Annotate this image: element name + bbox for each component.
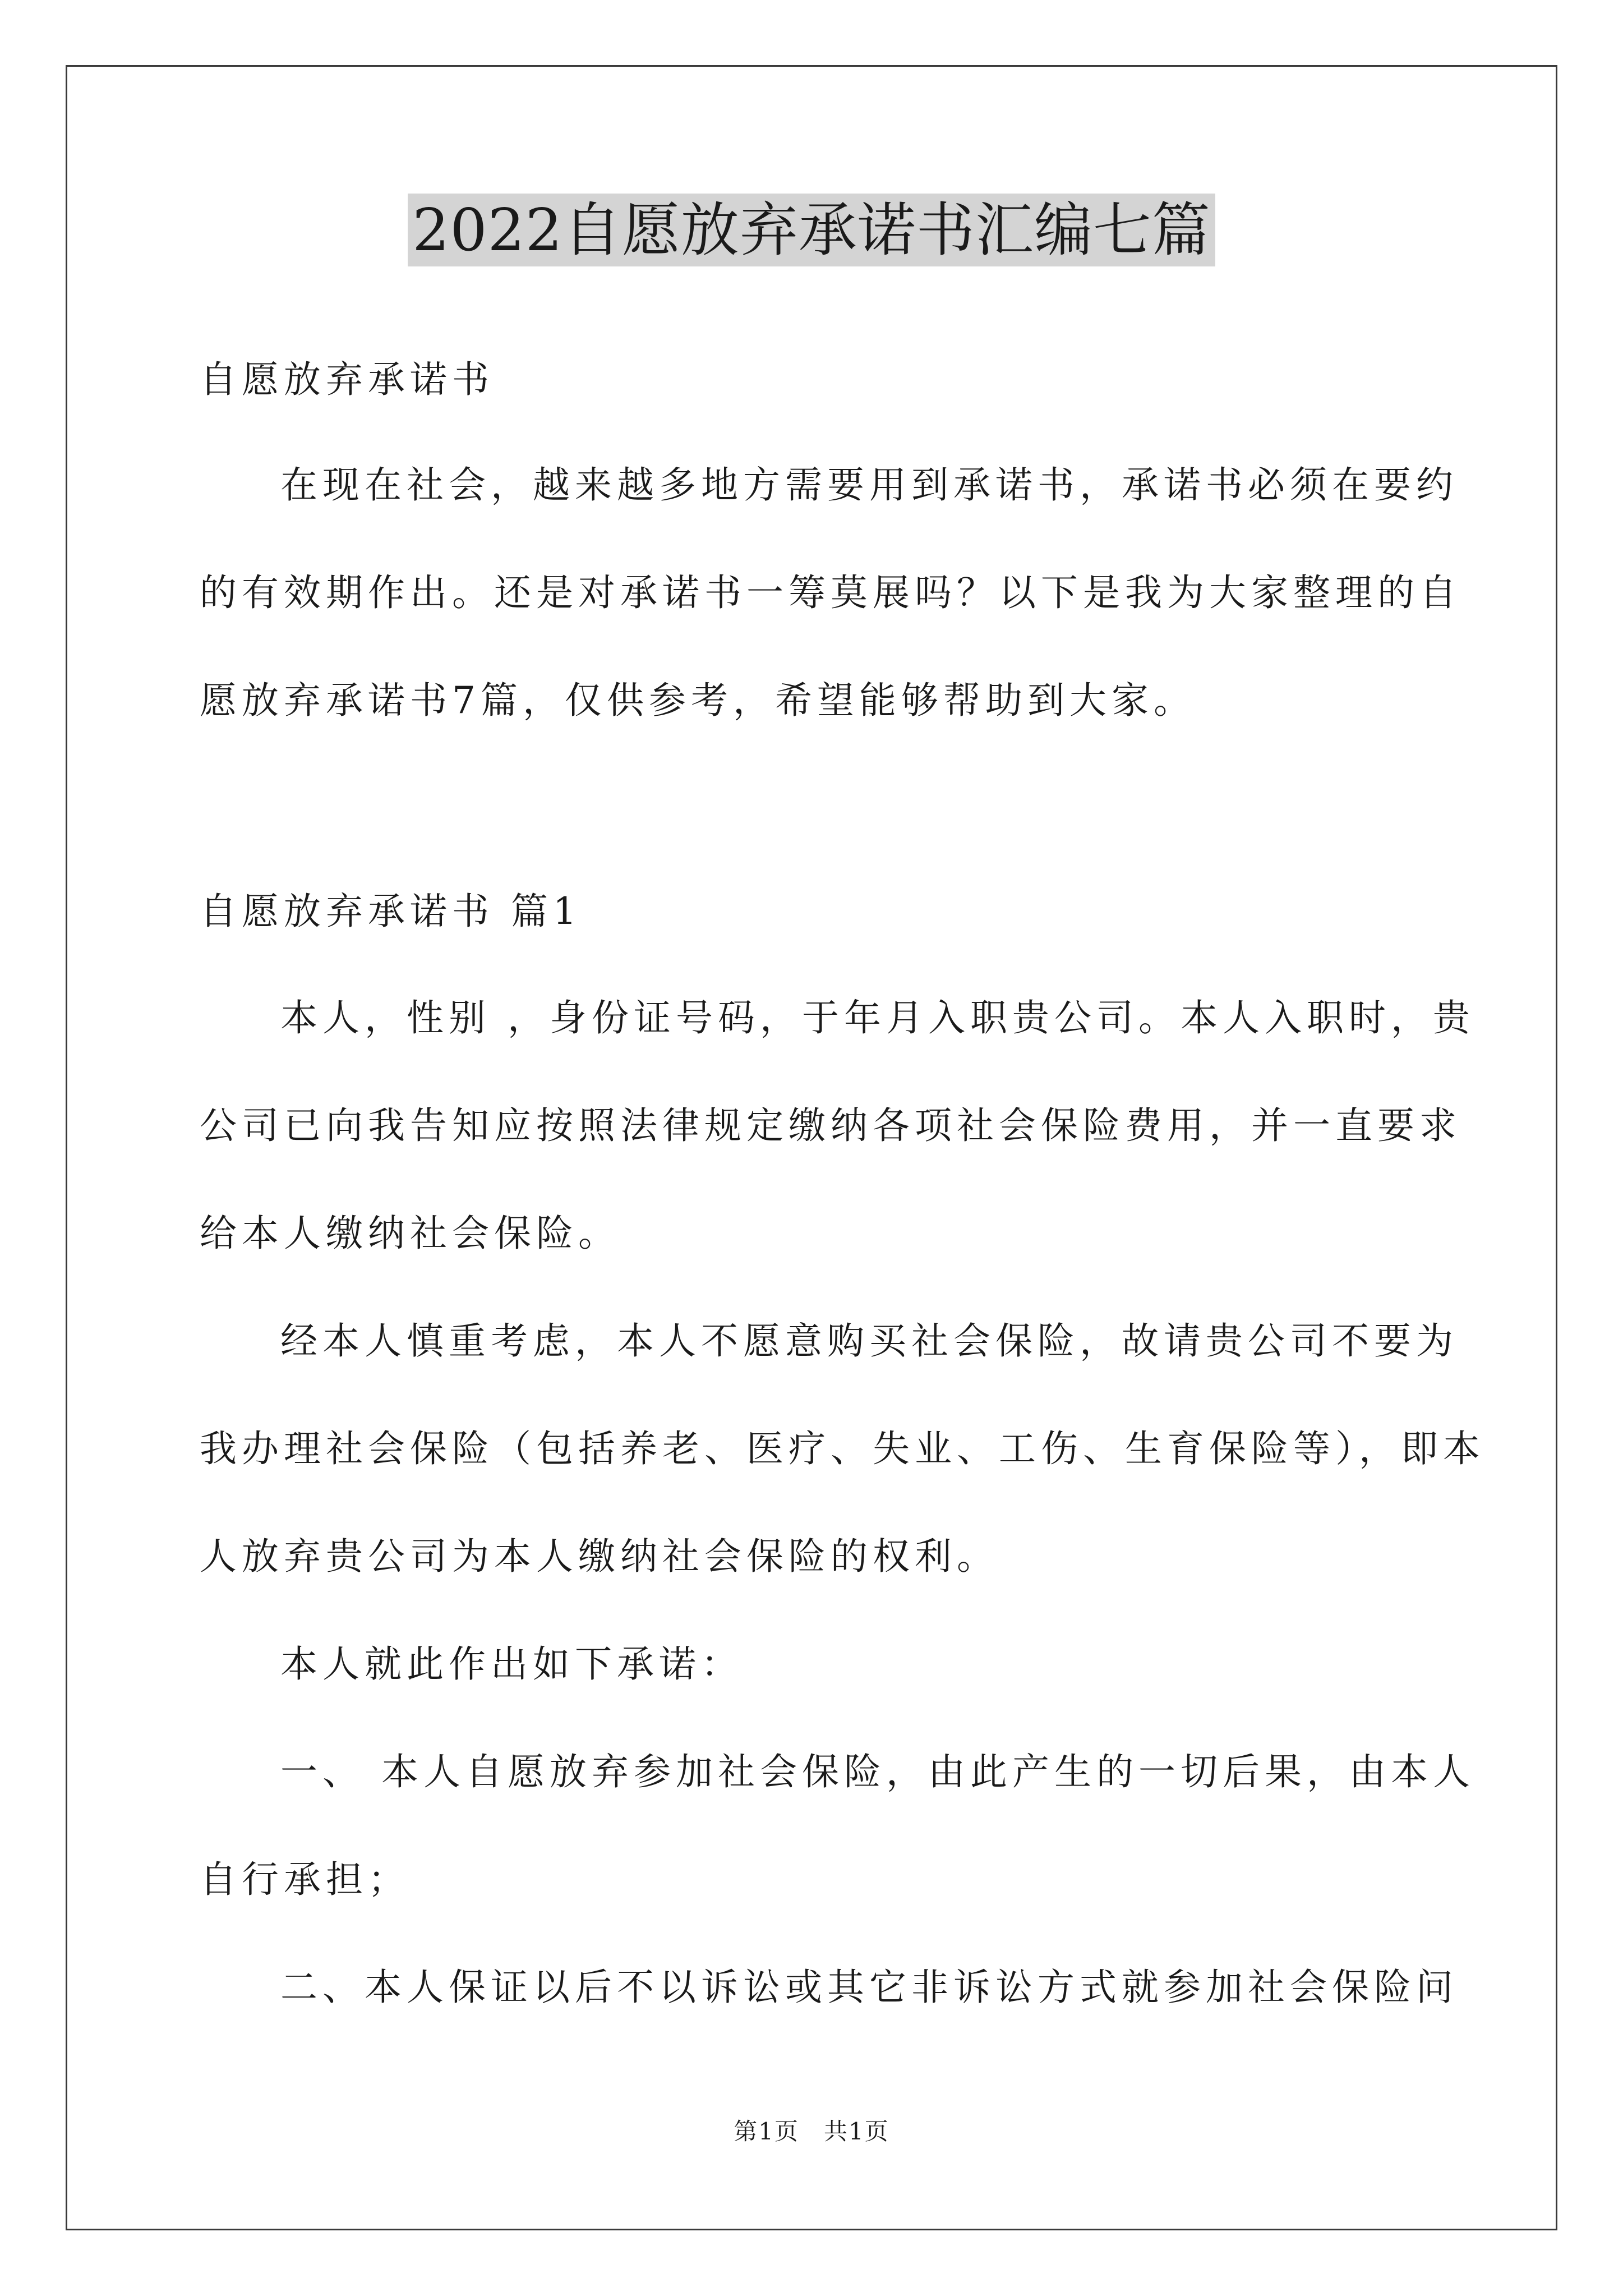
body-line: 一、 本人自愿放弃参加社会保险，由此产生的一切后果，由本人: [280, 1750, 1475, 1793]
body-line: 公司已向我告知应按照法律规定缴纳各项社会保险费用，并一直要求: [200, 1104, 1461, 1147]
intro-line: 的有效期作出。还是对承诺书一筹莫展吗？以下是我为大家整理的自: [200, 571, 1461, 614]
document-title-text: 2022自愿放弃承诺书汇编七篇: [408, 194, 1215, 266]
body-line: 我办理社会保险（包括养老、医疗、失业、工伤、生育保险等），即本: [200, 1427, 1485, 1470]
body-line: 二、本人保证以后不以诉讼或其它非诉讼方式就参加社会保险问: [280, 1966, 1458, 2009]
body-line: 人放弃贵公司为本人缴纳社会保险的权利。: [200, 1535, 999, 1578]
document-title: [0, 191, 1623, 269]
page-footer: 第1页 共1页: [734, 2118, 889, 2145]
intro-line: 在现在社会，越来越多地方需要用到承诺书，承诺书必须在要约: [280, 463, 1458, 507]
section-heading: 自愿放弃承诺书 篇1: [200, 890, 582, 933]
body-line: 经本人慎重考虑，本人不愿意购买社会保险，故请贵公司不要为: [280, 1319, 1458, 1363]
body-line: 自行承担；: [200, 1858, 410, 1901]
intro-heading: 自愿放弃承诺书: [200, 358, 494, 401]
body-line: 给本人缴纳社会保险。: [200, 1212, 620, 1255]
intro-line: 愿放弃承诺书7篇，仅供参考，希望能够帮助到大家。: [200, 679, 1196, 722]
body-line: 本人，性别 ，身份证号码，于年月入职贵公司。本人入职时，贵: [280, 996, 1475, 1039]
body-line: 本人就此作出如下承诺：: [280, 1642, 743, 1686]
